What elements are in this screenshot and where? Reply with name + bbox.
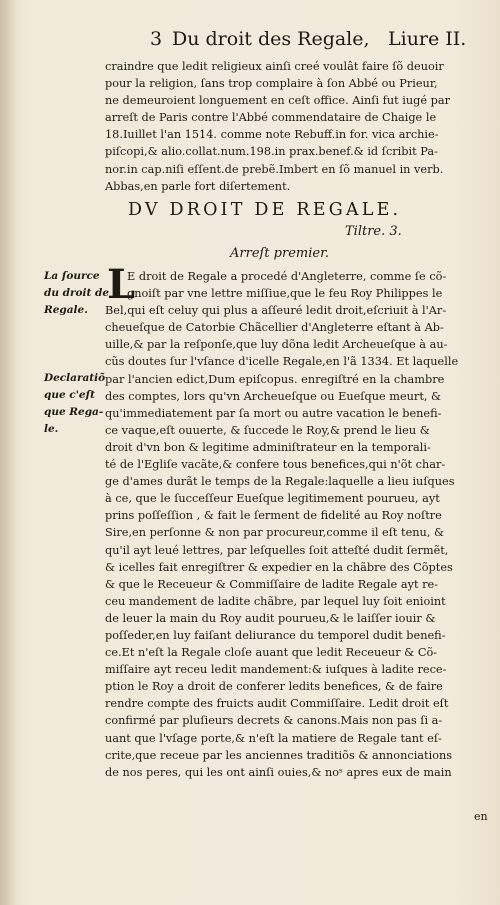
text-line: ption le Roy a droit de conferer ledits benefices, & de faire <box>105 680 443 694</box>
text-line: de leuer la main du Roy audit pourueu,& le laiſſer iouir & <box>105 611 436 625</box>
text-line: uille,& par la reſponſe,que luy dõna ledit Archeueſque à au- <box>105 338 448 352</box>
text-line: par l'ancien edict,Dum epiſcopus. enregiſtré en la chambre <box>105 372 445 386</box>
catchword: en <box>474 810 488 823</box>
text-line: & icelles fait enregiſtrer & expedier en la chãbre des Cõptes <box>105 560 453 574</box>
main-paragraph <box>105 268 498 781</box>
margin-note-line: que Rega- <box>44 406 104 418</box>
text-line: Bel,qui eſt celuy qui plus a aſſeuré ledit droit,eſcriuit à l'Ar- <box>105 304 447 318</box>
text-line: cũs doutes ſur l'vſance d'icelle Regale,en l'ã 1334. Et laquelle <box>105 355 459 369</box>
text-line: de nos peres, qui les ont ainſi ouies,& noˢ apres eux de main <box>105 765 452 779</box>
text-line: Abbas,en parle fort diſertement. <box>105 179 291 193</box>
margin-note-line: Declaratiõ <box>44 372 106 384</box>
text-line: qu'il ayt leué lettres, par leſquelles ſoit atteſté dudit ſermẽt, <box>105 543 449 557</box>
text-line: ce vaque,eſt ouuerte, & ſuccede le Roy,& prend le lieu & <box>105 423 430 437</box>
running-title: Du droit des Regale, <box>172 28 370 50</box>
text-line: rendre compte des fruicts audit Commiſſaire. Ledit droit eſt <box>105 697 449 711</box>
margin-note-source <box>44 268 110 319</box>
text-line: Sire,en perſonne & non par procureur,comme il eſt tenu, & <box>105 526 445 540</box>
text-line: ne demeuroient longuement en ceſt office. Ainſi fut iugé par <box>105 94 451 108</box>
text-line: E droit de Regale a procedé d'Angleterre, comme ſe cõ- <box>127 270 447 283</box>
text-line: uant que l'vſage porte,& n'eſt la matiere de Regale tant eſ- <box>105 731 442 745</box>
text-line: ceu mandement de ladite chãbre, par lequel luy ſoit enioint <box>105 594 446 608</box>
text-line: poſſeder,en luy faiſant deliurance du temporel dudit benefi- <box>105 628 446 642</box>
text-line: prins poſſeſſion , & fait le ſerment de fidelité au Roy noſtre <box>105 509 442 523</box>
text-line: craindre que ledit religieux ainſi creé voulât faire ſõ deuoir <box>105 60 444 73</box>
text-line: ce.Et n'eſt la Regale cloſe auant que ledit Receueur & Cõ- <box>105 646 438 660</box>
margin-note-line: du droit de <box>44 287 110 299</box>
text-line: ge d'ames durãt le temps de la Regale:laquelle a lieu iuſques <box>105 475 455 489</box>
text-line: confirmé par pluſieurs decrets & canons.Mais non pas ſi a- <box>105 714 443 728</box>
text-line: cheueſque de Catorbie Chãcellier d'Angleterre eſtant à Ab- <box>105 321 444 335</box>
margin-note-line: le. <box>44 423 59 435</box>
text-line: arreſt de Paris contre l'Abbé commendataire de Chaige le <box>105 111 437 125</box>
margin-note-declaration <box>44 370 104 438</box>
text-line: à ce, que le ſucceſſeur Eueſque legitimement pourueu, ayt <box>105 492 440 506</box>
text-line: droit d'vn bon & legitime adminiſtrateur en la temporali- <box>105 440 431 454</box>
page-number: 3 <box>150 28 163 50</box>
section-subtitle: Tiltre. 3. <box>345 224 402 239</box>
text-line: piſcopi,& alio.collat.num.198.in prax.benef.& id ſcribit Pa- <box>105 145 438 159</box>
text-line: qu'immediatement par ſa mort ou autre vacation le benefi- <box>105 406 442 420</box>
text-line: gnoiſt par vne lettre miſſiue,que le feu Roy Philippes le <box>127 287 443 301</box>
book-label: Liure II. <box>388 28 467 50</box>
text-line: des comptes, lors qu'vn Archeueſque ou Eueſque meurt, & <box>105 389 442 403</box>
top-paragraph <box>105 58 493 195</box>
text-line: nor.in cap.niſi eſſent.de prebẽ.Imbert en ſõ manuel in verb. <box>105 162 444 176</box>
section-title: DV DROIT DE REGALE. <box>128 200 402 220</box>
text-line: té de l'Egliſe vacãte,& confere tous benefices,qui n'õt char- <box>105 458 446 472</box>
margin-note-line: que c'eſt <box>44 389 95 401</box>
page-gutter-shadow <box>0 0 18 905</box>
text-line: & que le Receueur & Commiſſaire de ladite Regale ayt re- <box>105 577 438 591</box>
text-line: 18.Iuillet l'an 1514. comme note Rebuff.in for. vica archie- <box>105 128 439 142</box>
running-header <box>150 28 480 54</box>
margin-note-line: La ſource <box>44 270 100 282</box>
arrest-heading: Arreſt premier. <box>230 246 330 261</box>
drop-capital: L <box>107 261 136 308</box>
text-line: miſſaire ayt receu ledit mandement:& iuſques à ladite rece- <box>105 663 447 677</box>
margin-note-line: Regale. <box>44 304 88 316</box>
text-line: pour la religion, ſans trop complaire à ſon Abbé ou Prieur, <box>105 77 438 91</box>
text-line: crite,que receue par les anciennes traditiõs & annonciations <box>105 748 453 762</box>
